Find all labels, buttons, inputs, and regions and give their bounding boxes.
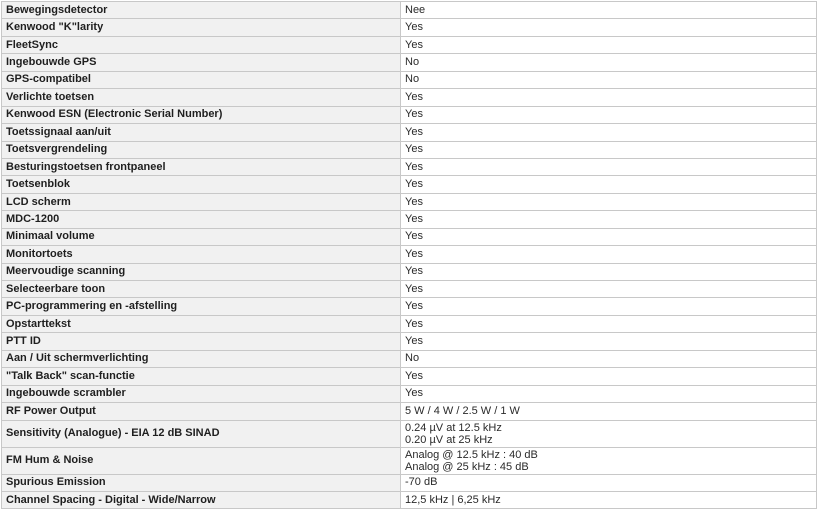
spec-label: "Talk Back" scan-functie bbox=[2, 368, 401, 385]
spec-value: Yes bbox=[401, 281, 817, 298]
spec-label: Channel Spacing - Digital - Wide/Narrow bbox=[2, 491, 401, 508]
table-row bbox=[2, 124, 817, 141]
spec-label: Ingebouwde GPS bbox=[2, 54, 401, 71]
table-row bbox=[2, 246, 817, 263]
spec-label: Toetsvergrendeling bbox=[2, 141, 401, 158]
spec-value: Yes bbox=[401, 36, 817, 53]
table-row bbox=[2, 71, 817, 88]
table-row bbox=[2, 368, 817, 385]
table-row bbox=[2, 36, 817, 53]
spec-value: -70 dB bbox=[401, 474, 817, 491]
table-row bbox=[2, 89, 817, 106]
spec-value: Yes bbox=[401, 246, 817, 263]
spec-label: Minimaal volume bbox=[2, 228, 401, 245]
spec-value-line: 0.24 µV at 12.5 kHz bbox=[405, 421, 502, 434]
table-row bbox=[2, 158, 817, 175]
spec-value bbox=[401, 447, 817, 474]
spec-value: Yes bbox=[401, 158, 817, 175]
spec-label: Aan / Uit schermverlichting bbox=[2, 350, 401, 367]
table-row bbox=[2, 106, 817, 123]
spec-label: Besturingstoetsen frontpaneel bbox=[2, 158, 401, 175]
spec-label: Spurious Emission bbox=[2, 474, 401, 491]
spec-label: PTT ID bbox=[2, 333, 401, 350]
spec-value: Yes bbox=[401, 211, 817, 228]
table-row bbox=[2, 447, 817, 474]
spec-value: No bbox=[401, 350, 817, 367]
spec-value: 12,5 kHz | 6,25 kHz bbox=[401, 491, 817, 508]
table-row bbox=[2, 263, 817, 280]
table-row bbox=[2, 315, 817, 332]
spec-label: Sensitivity (Analogue) - EIA 12 dB SINAD bbox=[2, 420, 401, 447]
spec-label: PC-programmering en -afstelling bbox=[2, 298, 401, 315]
table-row bbox=[2, 350, 817, 367]
spec-value: No bbox=[401, 71, 817, 88]
spec-value: Nee bbox=[401, 2, 817, 19]
spec-value: Yes bbox=[401, 368, 817, 385]
spec-label: Monitortoets bbox=[2, 246, 401, 263]
spec-value: Yes bbox=[401, 228, 817, 245]
spec-value-line: 0.20 µV at 25 kHz bbox=[405, 433, 493, 446]
spec-value: Yes bbox=[401, 106, 817, 123]
table-row bbox=[2, 19, 817, 36]
spec-label: Toetssignaal aan/uit bbox=[2, 124, 401, 141]
table-row bbox=[2, 176, 817, 193]
table-row bbox=[2, 385, 817, 402]
spec-label: Kenwood "K"larity bbox=[2, 19, 401, 36]
spec-label: FleetSync bbox=[2, 36, 401, 53]
table-row bbox=[2, 474, 817, 491]
spec-label: FM Hum & Noise bbox=[2, 447, 401, 474]
table-row bbox=[2, 420, 817, 447]
spec-value: Yes bbox=[401, 19, 817, 36]
table-row bbox=[2, 54, 817, 71]
spec-label: Bewegingsdetector bbox=[2, 2, 401, 19]
spec-value: No bbox=[401, 54, 817, 71]
spec-label: Selecteerbare toon bbox=[2, 281, 401, 298]
spec-value: Yes bbox=[401, 176, 817, 193]
table-row bbox=[2, 491, 817, 508]
spec-value: Yes bbox=[401, 315, 817, 332]
table-row bbox=[2, 298, 817, 315]
table-row bbox=[2, 281, 817, 298]
spec-value: Yes bbox=[401, 141, 817, 158]
spec-label: Toetsenblok bbox=[2, 176, 401, 193]
spec-label: Meervoudige scanning bbox=[2, 263, 401, 280]
spec-value: Yes bbox=[401, 333, 817, 350]
spec-value-line: Analog @ 12.5 kHz : 40 dB bbox=[405, 448, 538, 461]
spec-value: Yes bbox=[401, 124, 817, 141]
table-row bbox=[2, 211, 817, 228]
spec-label: Ingebouwde scrambler bbox=[2, 385, 401, 402]
spec-value-line: Analog @ 25 kHz : 45 dB bbox=[405, 460, 529, 473]
spec-value: Yes bbox=[401, 89, 817, 106]
spec-label: Verlichte toetsen bbox=[2, 89, 401, 106]
table-row bbox=[2, 228, 817, 245]
spec-label: RF Power Output bbox=[2, 403, 401, 420]
spec-label: MDC-1200 bbox=[2, 211, 401, 228]
spec-label: Kenwood ESN (Electronic Serial Number) bbox=[2, 106, 401, 123]
specifications-body bbox=[2, 2, 817, 509]
spec-value: Yes bbox=[401, 263, 817, 280]
table-row bbox=[2, 193, 817, 210]
table-row bbox=[2, 403, 817, 420]
spec-value: Yes bbox=[401, 385, 817, 402]
spec-value: 5 W / 4 W / 2.5 W / 1 W bbox=[401, 403, 817, 420]
specifications-table bbox=[1, 1, 817, 509]
spec-value: Yes bbox=[401, 193, 817, 210]
spec-value: Yes bbox=[401, 298, 817, 315]
table-row bbox=[2, 333, 817, 350]
table-row bbox=[2, 2, 817, 19]
table-row bbox=[2, 141, 817, 158]
spec-label: GPS-compatibel bbox=[2, 71, 401, 88]
spec-value bbox=[401, 420, 817, 447]
spec-label: Opstarttekst bbox=[2, 315, 401, 332]
spec-label: LCD scherm bbox=[2, 193, 401, 210]
